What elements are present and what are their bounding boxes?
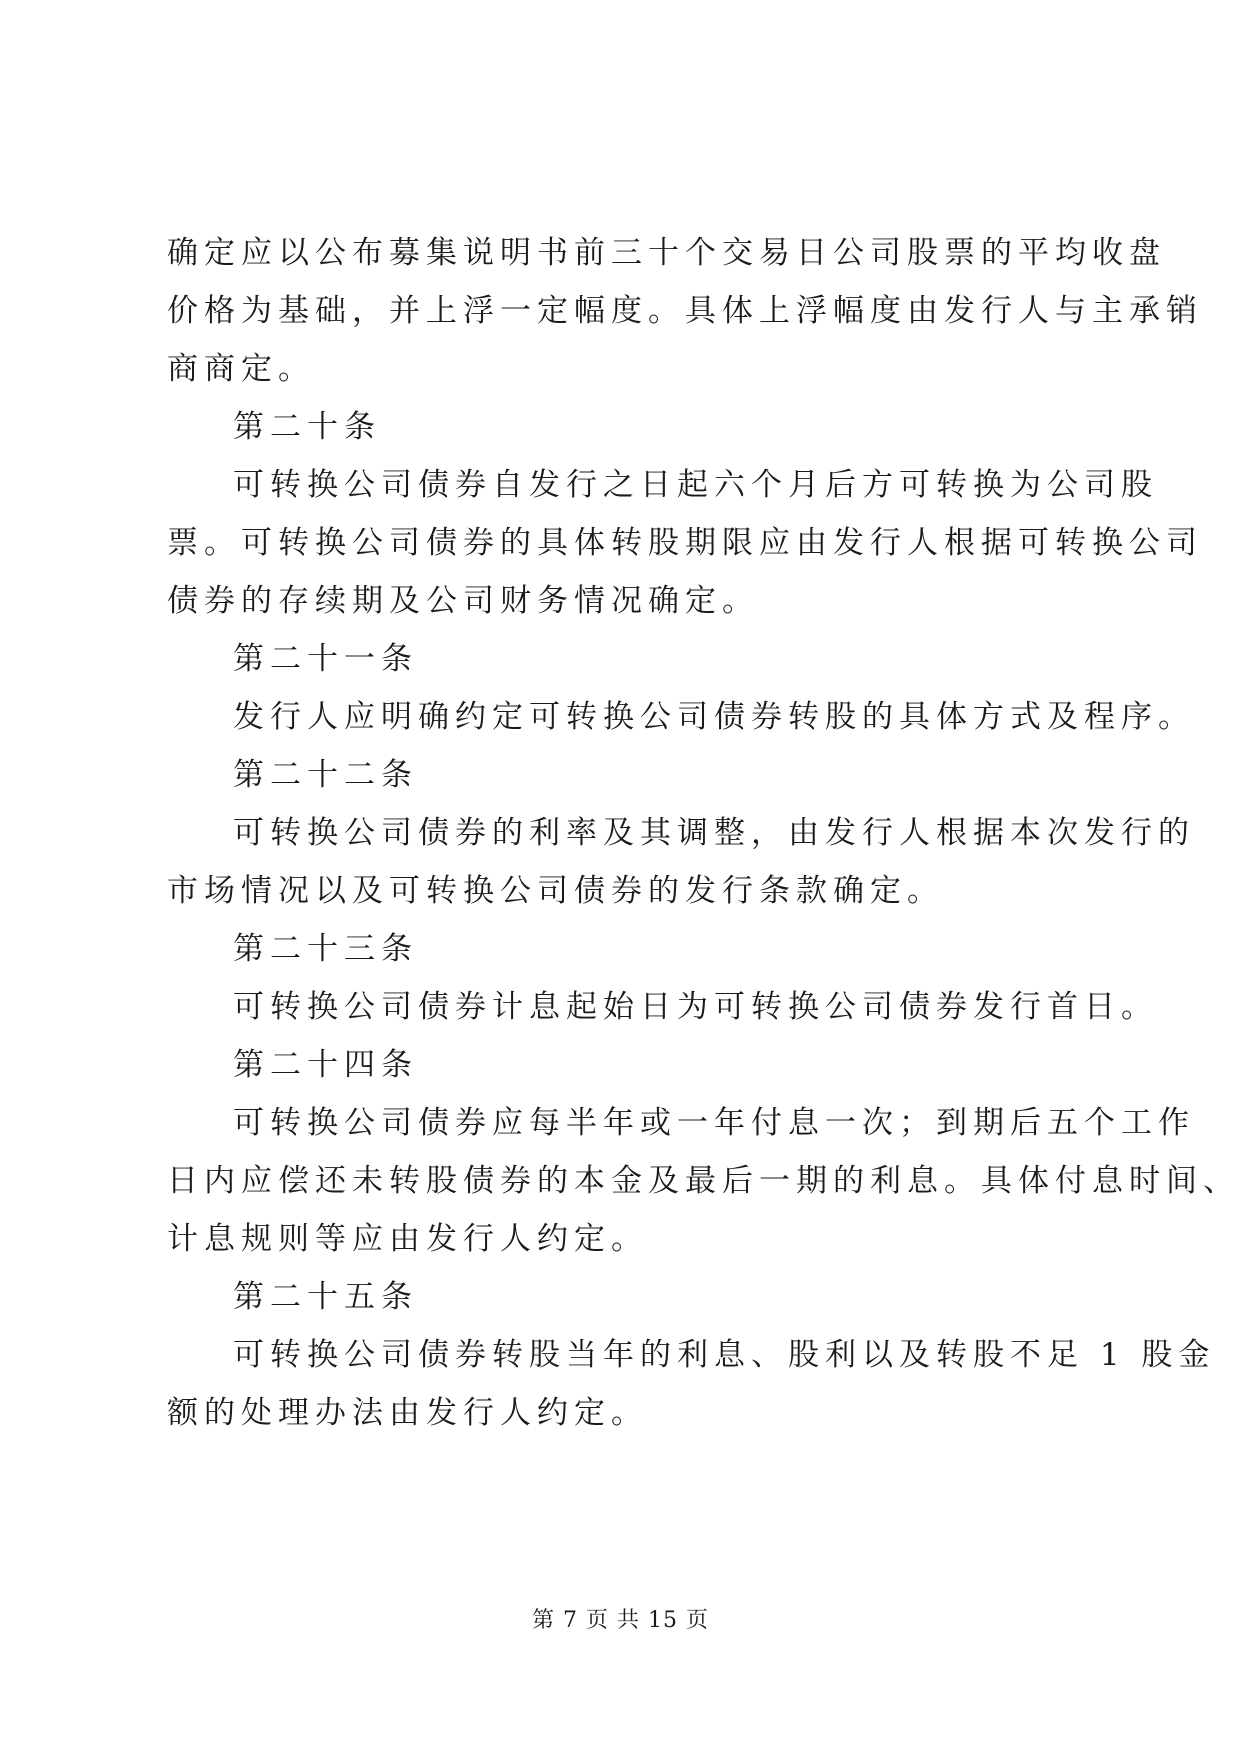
- paragraph-line: 票。可转换公司债券的具体转股期限应由发行人根据可转换公司: [167, 525, 1203, 561]
- paragraph-line: 发行人应明确约定可转换公司债券转股的具体方式及程序。: [233, 699, 1195, 735]
- article-heading: 第二十五条: [233, 1279, 418, 1315]
- paragraph-line: 日内应偿还未转股债券的本金及最后一期的利息。具体付息时间、: [167, 1163, 1240, 1199]
- paragraph-line: 价格为基础，并上浮一定幅度。具体上浮幅度由发行人与主承销: [167, 293, 1203, 329]
- paragraph-line: 可转换公司债券应每半年或一年付息一次；到期后五个工作: [233, 1105, 1195, 1141]
- article-heading: 第二十三条: [233, 931, 418, 967]
- article-heading: 第二十一条: [233, 641, 418, 677]
- paragraph-line: 债券的存续期及公司财务情况确定。: [167, 583, 759, 619]
- article-heading: 第二十二条: [233, 757, 418, 793]
- paragraph-line: 可转换公司债券的利率及其调整，由发行人根据本次发行的: [233, 815, 1195, 851]
- article-heading: 第二十条: [233, 409, 381, 445]
- article-heading: 第二十四条: [233, 1047, 418, 1083]
- paragraph-line: 可转换公司债券自发行之日起六个月后方可转换为公司股: [233, 467, 1158, 503]
- paragraph-line: 商商定。: [167, 351, 315, 387]
- paragraph-line: 计息规则等应由发行人约定。: [167, 1221, 648, 1257]
- document-body: [167, 224, 1240, 1442]
- paragraph-line: 额的处理办法由发行人约定。: [167, 1395, 648, 1431]
- page-footer: 第 7 页 共 15 页: [532, 1608, 709, 1633]
- paragraph-line: 可转换公司债券计息起始日为可转换公司债券发行首日。: [233, 989, 1158, 1025]
- paragraph-line: 确定应以公布募集说明书前三十个交易日公司股票的平均收盘: [167, 235, 1166, 271]
- paragraph-line: 可转换公司债券转股当年的利息、股利以及转股不足 1 股金: [233, 1337, 1216, 1373]
- paragraph-line: 市场情况以及可转换公司债券的发行条款确定。: [167, 873, 944, 909]
